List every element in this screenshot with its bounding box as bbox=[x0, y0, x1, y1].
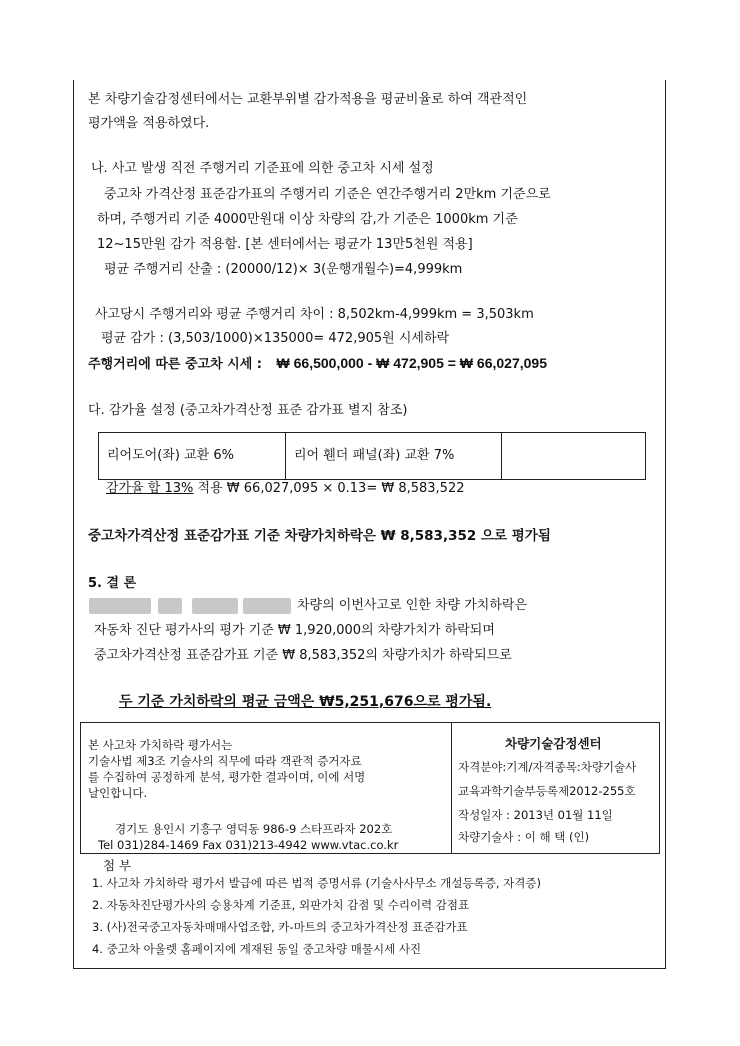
section-na-p3: 12~15만원 감가 적용함. [본 센터에서는 평균가 13만5천원 적용] bbox=[97, 237, 473, 252]
section-na-heading: 나. 사고 발생 직전 주행거리 기준표에 의한 중고차 시세 설정 bbox=[91, 161, 434, 176]
attachment-item: 1. 사고차 가치하락 평가서 발급에 따른 법적 증명서류 (기술사사무소 개설등록증, 자격증) bbox=[92, 876, 541, 890]
statement-line-1: 본 사고차 가치하락 평가서는 bbox=[88, 738, 233, 752]
redacted-block bbox=[89, 598, 151, 614]
mileage-price-line bbox=[88, 355, 547, 373]
rate-formula: 적용 ₩ 66,027,095 × 0.13= ₩ 8,583,522 bbox=[197, 481, 465, 496]
mileage-price-label: 주행거리에 따른 중고차 시세 : bbox=[88, 357, 262, 372]
statement-line-3: 를 수집하여 공정하게 분석, 평가한 결과이며, 이에 서명 bbox=[88, 770, 366, 784]
conclusion-line-1: 차량의 이번사고로 인한 차량 가치하락은 bbox=[297, 598, 528, 613]
conclusion-line-3: 중고차가격산정 표준감가표 기준 ₩ 8,583,352의 차량가치가 하락되므로 bbox=[94, 648, 512, 663]
rate-label: 감가율 합 13% bbox=[106, 481, 194, 496]
center-name: 차량기술감정센터 bbox=[505, 736, 602, 751]
attachments-title: 첨 부 bbox=[103, 858, 132, 873]
conclusion-line-2: 자동차 진단 평가사의 평가 기준 ₩ 1,920,000의 차량가치가 하락되며 bbox=[94, 623, 495, 638]
section-na-p6: 평균 감가 : (3,503/1000)×135000= 472,905원 시세하락 bbox=[101, 331, 450, 346]
footer-contact: Tel 031)284-1469 Fax 031)213-4942 www.vtac.co.kr bbox=[98, 838, 399, 852]
certification-field: 자격분야:기계/자격종목:차량기술사 bbox=[458, 760, 637, 774]
engineer-signature: 차량기술사 : 이 해 택 (인) bbox=[458, 830, 590, 844]
footer-address: 경기도 용인시 기흥구 영덕동 986-9 스타프라자 202호 bbox=[115, 822, 393, 836]
redacted-block bbox=[192, 598, 238, 614]
section-na-p4: 평균 주행거리 산출 : (20000/12)× 3(운행개월수)=4,999km bbox=[104, 262, 463, 277]
statement-line-4: 날인합니다. bbox=[88, 786, 148, 800]
table-cell-rear-fender: 리어 휀더 패널(좌) 교환 7% bbox=[286, 433, 502, 479]
table-cell-rear-door: 리어도어(좌) 교환 6% bbox=[99, 433, 286, 479]
section-na-p2: 하며, 주행거리 기준 4000만원대 이상 차량의 감,가 기준은 1000km 기준 bbox=[97, 212, 518, 227]
final-evaluation: 두 기준 가치하락의 평균 금액은 ₩5,251,676으로 평가됨. bbox=[119, 694, 492, 710]
section-da-heading: 다. 감가율 설정 (중고차가격산정 표준 감가표 별지 참조) bbox=[88, 403, 408, 418]
intro-line-1: 본 차량기술감정센터에서는 교환부위별 감가적용을 평균비율로 하여 객관적인 bbox=[88, 92, 528, 107]
written-date: 작성일자 : 2013년 01월 11일 bbox=[458, 808, 613, 822]
depreciation-conclusion: 중고차가격산정 표준감가표 기준 차량가치하락은 ₩ 8,583,352 으로 평가됨 bbox=[88, 528, 551, 544]
section-na-p5: 사고당시 주행거리와 평균 주행거리 차이 : 8,502km-4,999km = 3,503km bbox=[95, 307, 534, 322]
table-cell-empty bbox=[502, 433, 645, 479]
statement-line-2: 기술사법 제3조 기술사의 직무에 따라 객관적 증거자료 bbox=[88, 754, 362, 768]
section-na-p1: 중고차 가격산정 표준감가표의 주행거리 기준은 연간주행거리 2만km 기준으로 bbox=[104, 187, 551, 202]
rate-line bbox=[106, 481, 465, 497]
attachment-item: 2. 자동차진단평가사의 승용차계 기준표, 외판가치 감점 및 수리이력 감점표 bbox=[92, 898, 470, 912]
depreciation-table bbox=[98, 432, 646, 480]
divider bbox=[451, 723, 452, 853]
redacted-block bbox=[158, 598, 182, 614]
mileage-price-value: ₩ 66,500,000 - ₩ 472,905 = ₩ 66,027,095 bbox=[276, 355, 547, 371]
conclusion-heading: 5. 결 론 bbox=[88, 576, 137, 591]
intro-line-2: 평가액을 적용하였다. bbox=[88, 116, 210, 131]
attachment-item: 3. (사)전국중고자동차매매사업조합, 카-마트의 중고차가격산정 표준감가표 bbox=[92, 920, 468, 934]
redacted-block bbox=[243, 598, 291, 614]
attachment-item: 4. 중고차 아울렛 홈페이지에 게재된 동일 중고차량 매물시세 사진 bbox=[92, 942, 422, 956]
registration-number: 교육과학기술부등록제2012-255호 bbox=[458, 784, 636, 798]
